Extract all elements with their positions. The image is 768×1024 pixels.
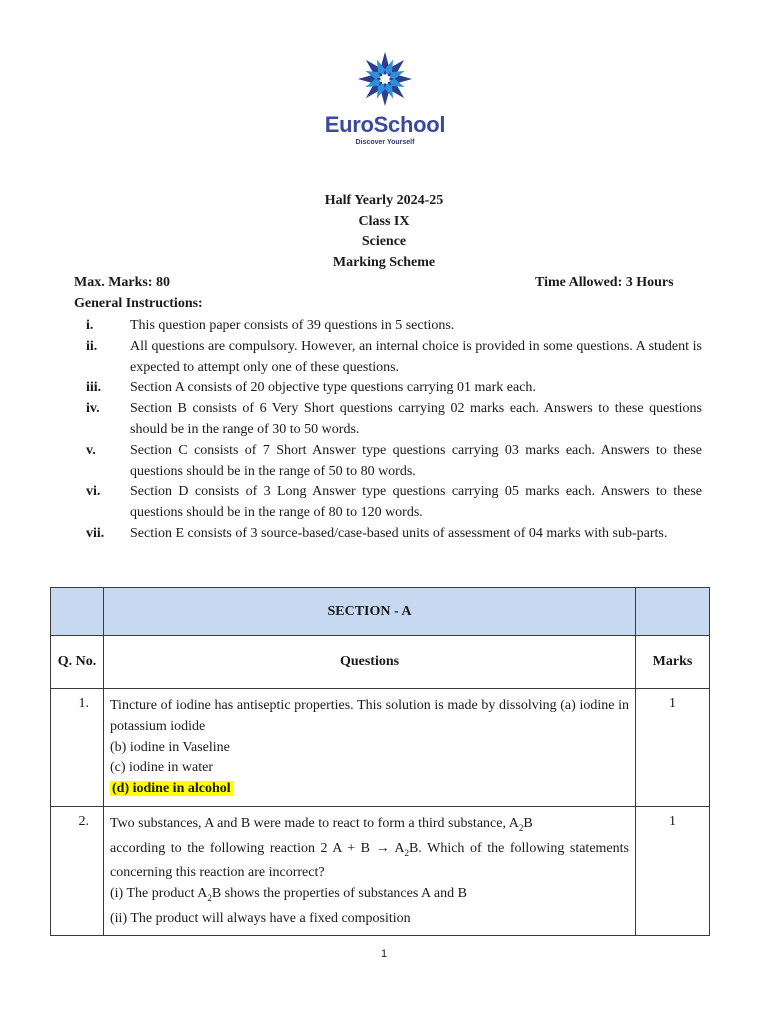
instruction-number: iv. [86, 401, 100, 417]
table-row [51, 689, 710, 807]
option-b: (b) iodine in Vaseline [110, 739, 230, 755]
option-c: (c) iodine in water [110, 760, 214, 776]
section-cell-empty [51, 588, 104, 636]
instruction-item [86, 337, 702, 379]
instruction-text: Section D consists of 3 Long Answer type questions carrying 05 marks each. Answers to these questions should be in the range of 80 to 120 words. [130, 484, 702, 521]
instruction-number: i. [86, 318, 94, 333]
instruction-number: ii. [86, 338, 98, 354]
question-number: 1. [51, 689, 104, 807]
instruction-number: v. [86, 442, 96, 458]
question-text [104, 806, 636, 935]
statement-item: (i) The product $A_2B$ shows the properties of substances A and B [110, 885, 467, 903]
question-stem: Tincture of iodine has antiseptic properties. This solution is made by dissolving (a) iodine in potassium iodide [110, 698, 629, 734]
doc-type-title: Marking Scheme [332, 255, 436, 270]
instruction-number: iii. [86, 380, 102, 396]
general-instructions-title: General Instructions: [74, 296, 203, 311]
question-marks: 1 [636, 806, 710, 935]
logo-tagline: Discover Yourself [355, 139, 415, 146]
question-line: Two substances, A and B were made to react to form a third substance, $A_2B$ [110, 815, 533, 833]
section-header-row [51, 588, 710, 636]
logo-brand-name: EuroSchool [324, 112, 446, 137]
instruction-item [86, 316, 702, 337]
question-number: 2. [51, 806, 104, 935]
question-text [104, 689, 636, 807]
instruction-item [86, 399, 702, 441]
col-header-qno: Q. No. [51, 636, 104, 689]
instruction-item [86, 524, 702, 545]
max-marks: Max. Marks: 80 [74, 275, 171, 290]
questions-table [50, 587, 710, 936]
euroschool-logo [318, 50, 452, 150]
col-header-marks: Marks [636, 636, 710, 689]
question-marks: 1 [636, 689, 710, 807]
exam-title: Half Yearly 2024-25 [324, 193, 444, 208]
instruction-text: This question paper consists of 39 questions in 5 sections. [130, 318, 455, 333]
instruction-text: Section A consists of 20 objective type questions carrying 01 mark each. [130, 380, 536, 396]
col-header-questions: Questions [104, 636, 636, 689]
instruction-text: Section E consists of 3 source-based/case-based units of assessment of 04 marks with sub-parts. [130, 525, 668, 541]
instructions-list [86, 316, 702, 545]
section-cell-empty [636, 588, 710, 636]
time-allowed: Time Allowed: 3 Hours [535, 275, 674, 290]
statement-item: (ii) The product will always have a fixed composition [110, 910, 411, 926]
page-number: 1 [380, 948, 388, 960]
subject-title: Science [361, 234, 407, 249]
correct-answer-highlight: (d) iodine in alcohol [112, 781, 231, 797]
flower-emblem-icon [356, 50, 414, 108]
instruction-item [86, 482, 702, 524]
instruction-text: All questions are compulsory. However, an internal choice is provided in some questions. A student is expected to attempt only one of these questions. [130, 338, 702, 375]
section-title: SECTION - A [104, 588, 636, 636]
instruction-item [86, 441, 702, 483]
question-line: according to the following reaction 2 $A + B \to A_2B$. Which of the following statements concerning this reaction are incorrect? [110, 840, 629, 881]
instruction-number: vii. [86, 525, 105, 541]
instruction-text: Section B consists of 6 Very Short questions carrying 02 marks each. Answers to these questions should be in the range of 30 to 50 words. [130, 401, 702, 437]
instruction-number: vi. [86, 484, 101, 500]
table-row [51, 806, 710, 935]
class-title: Class IX [358, 214, 410, 229]
instruction-text: Section C consists of 7 Short Answer type questions carrying 03 marks each. Answers to these questions should be in the range of 50 to 80 words. [130, 442, 702, 479]
column-header-row [51, 636, 710, 689]
instruction-item [86, 378, 702, 399]
